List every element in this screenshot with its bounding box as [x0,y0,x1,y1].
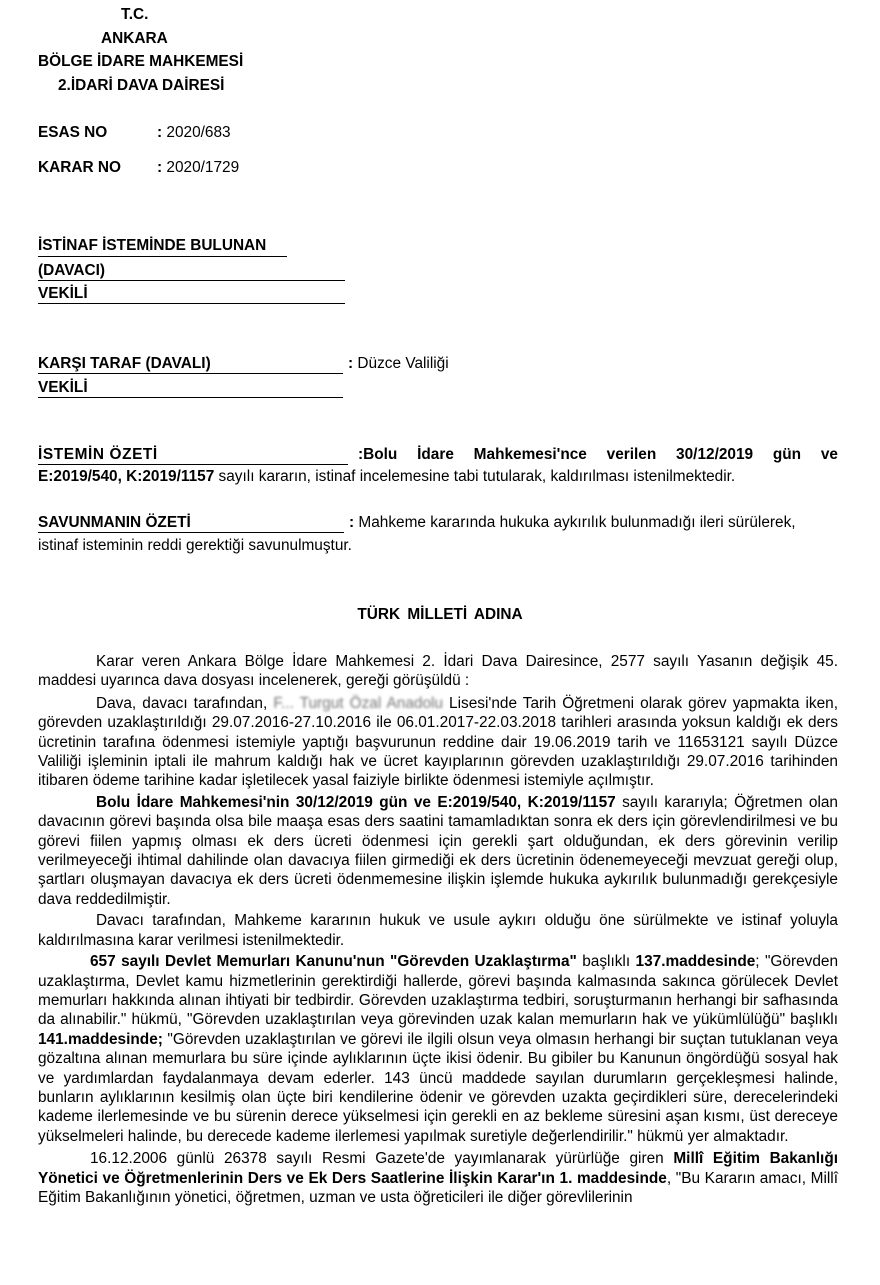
esas-label: ESAS NO [38,124,108,141]
p3-case-ref: Bolu İdare Mahkemesi'nin 30/12/2019 gün ve E:2019/540, K:2019/1157 [96,793,616,811]
esas-value: : 2020/683 [157,124,231,141]
p5-article-141: 141.maddesinde; [38,1030,163,1048]
p5-t2: ; "Görevden uzaklaştırma, Devlet kamu hizmetlerinin gerektirdiği hallerde, görevi başında kalmasında sakınca görülecek Devlet memurları hakkında alınan ihtiyati bir tedbirdir. Görevden uzaklaştırma tedbiri, soruşturmanın herhangi bir safhasında da alınabilir." hükmü, "Görevden uzaklaştırılan veya görevinden uzak kalan memurların hak ve yükümlülüğü" başlıklı [38,953,839,1029]
header-chamber: 2.İDARİ DAVA DAİRESİ [58,77,225,94]
vekili2-label: VEKİLİ [38,379,88,396]
vekili2-underline [38,397,343,398]
karsi-taraf-label: KARŞI TARAF (DAVALI) [38,355,211,372]
istem-text-line2 [38,468,735,486]
savunma-text-line1: : Mahkeme kararında hukuka aykırılık bulunmadığı ileri sürülerek, [349,514,796,531]
istem-underline [38,464,348,465]
karar-value: : 2020/1729 [157,159,240,176]
p5-article-137: 137.maddesinde [635,953,756,971]
paragraph-4: Davacı tarafından, Mahkeme kararının hukuk ve usule aykırı olduğu öne sürülmekte ve istinaf yoluyla kaldırılmasına karar verilmesi istenilmektedir. [38,912,838,949]
savunma-text-rest: Mahkeme kararında hukuka aykırılık bulunmadığı ileri sürülerek, [354,514,796,531]
vekili1-label: VEKİLİ [38,285,88,302]
esas-number: 2020/683 [166,124,231,141]
vekili1-underline [38,303,345,304]
decision-title: TÜRK MİLLETİ ADINA [357,606,523,623]
davaci-label: (DAVACI) [38,262,105,279]
karsi-taraf-value: : Düzce Valiliği [348,355,449,372]
paragraph-3 [38,793,838,909]
header-court: BÖLGE İDARE MAHKEMESİ [38,53,244,70]
istem-case-ref: E:2019/540, K:2019/1157 [38,468,215,485]
karsi-taraf-name: Düzce Valiliği [357,355,449,372]
p2-start: Dava, davacı tarafından, [96,694,274,712]
paragraph-1: Karar veren Ankara Bölge İdare Mahkemesi 2. İdari Dava Dairesince, 2577 sayılı Yasanın değişik 45. maddesi uyarınca dava dosyası incelenerek, gereği görüşüldü : [38,653,838,690]
savunma-underline [38,532,344,533]
karsi-underline [38,373,343,374]
istinaf-label: İSTİNAF İSTEMİNDE BULUNAN [38,237,267,254]
decision-body [38,652,838,1207]
savunma-text-line2: istinaf isteminin reddi gerektiği savunulmuştur. [38,537,352,554]
karar-label: KARAR NO [38,159,121,176]
istinaf-underline [38,256,287,257]
paragraph-5 [38,952,838,1146]
header-tc: T.C. [121,6,149,23]
p5-law-ref: 657 sayılı Devlet Memurları Kanunu'nun "Görevden Uzaklaştırma" [90,953,577,971]
p5-t3: "Görevden uzaklaştırılan ve görevi ile ilgili olsun veya olmasın herhangi bir suçtan tutuklanan veya gözaltına alınan memurlara bu süre içinde aylıklarının üçte ikisi ödenir. Bu gibiler bu Kanunun öngördüğü sosyal hak ve yardımlardan faydalanmaya devam ederler. 143 üncü maddede sayılan durumların gerçekleşmesi halinde, bunların aylıklarının kesilmiş olan üçte biri kendilerine ödenir ve görevden uzakta geçirdikleri süre, derecelerindeki kademe ilerlemesinde ve bu sürenin derece yükselmesi için gerekli en az bekleme süresini aşan kısmı, üst dereceye yükselmeleri halinde, bu derecede kademe ilerlemesi yapılmak suretiyle değerlendirilir." hükmü yer almaktadır. [38,1030,838,1145]
p3-rest: sayılı kararıyla; Öğretmen olan davacının görevi başında olsa bile maaşa esas ders saatini tamamladıktan sonra ek ders için görevlendirilmesi ve bu görevi fiilen yapmış olması ek ders ücreti ödenmesi için gerekli şart olduğundan, ek ders görevinin verilip verilmeyeceği ihtimal dahilinde olan davacıya fiilen girmediği ek ders ücretinin ödenemeyeceği mevzuat gereği olup, şartları oluşmayan davacıya ek ders ücreti ödenmemesine ilişkin işlemde hukuka aykırılık bulunmadığı gerekçesiyle dava reddedilmiştir. [38,793,838,908]
p2-rest: Lisesi'nde Tarih Öğretmeni olarak görev yapmakta iken, görevden uzaklaştırıldığı 29.07.2016-27.10.2016 ile 06.01.2017-22.03.2018 tarihleri arasında yoksun kaldığı ek ders ücretinin tarafına ödenmesi istemiyle yaptığı başvurunun reddine dair 19.06.2019 tarih ve 11653121 sayılı Düzce Valiliği işleminin iptali ile mahrum kaldığı hak ve ücret kayıplarının görevden uzaklaştırıldığı 29.07.2016 tarihinden itibaren ödeme tarihine kadar işletilecek yasal faiziyle birlikte ödenmesi istemiyle açılmıştır. [38,694,839,790]
p6-t1: 16.12.2006 günlü 26378 sayılı Resmi Gazete'de yayımlanarak yürürlüğe giren [90,1150,674,1168]
davaci-underline [38,280,345,281]
istem-label: İSTEMİN ÖZETİ [38,446,158,463]
istem-text-line1: :Bolu İdare Mahkemesi'nce verilen 30/12/2019 gün ve [358,446,838,463]
header-city: ANKARA [101,30,168,47]
p5-t1: başlıklı [576,953,636,971]
p6-t2: , "Bu Kararın amacı, Millî Eğitim Bakanlığının yönetici, öğretmen, uzman ve usta öğreticileri ile diğer görevlilerinin [38,1169,838,1206]
paragraph-2 [38,694,838,791]
karar-number: 2020/1729 [166,159,240,176]
savunma-label: SAVUNMANIN ÖZETİ [38,514,191,531]
paragraph-6 [38,1149,838,1207]
istem-text-rest: sayılı kararın, istinaf incelemesine tabi tutularak, kaldırılması istenilmektedir. [214,468,736,485]
redacted-school-name: F... Turgut Özal Anadolu [273,694,443,712]
p6-regulation-ref: Millî Eğitim Bakanlığı Yönetici ve Öğretmenlerinin Ders ve Ek Ders Saatlerine İlişkin Karar'ın 1. maddesinde [38,1150,838,1187]
